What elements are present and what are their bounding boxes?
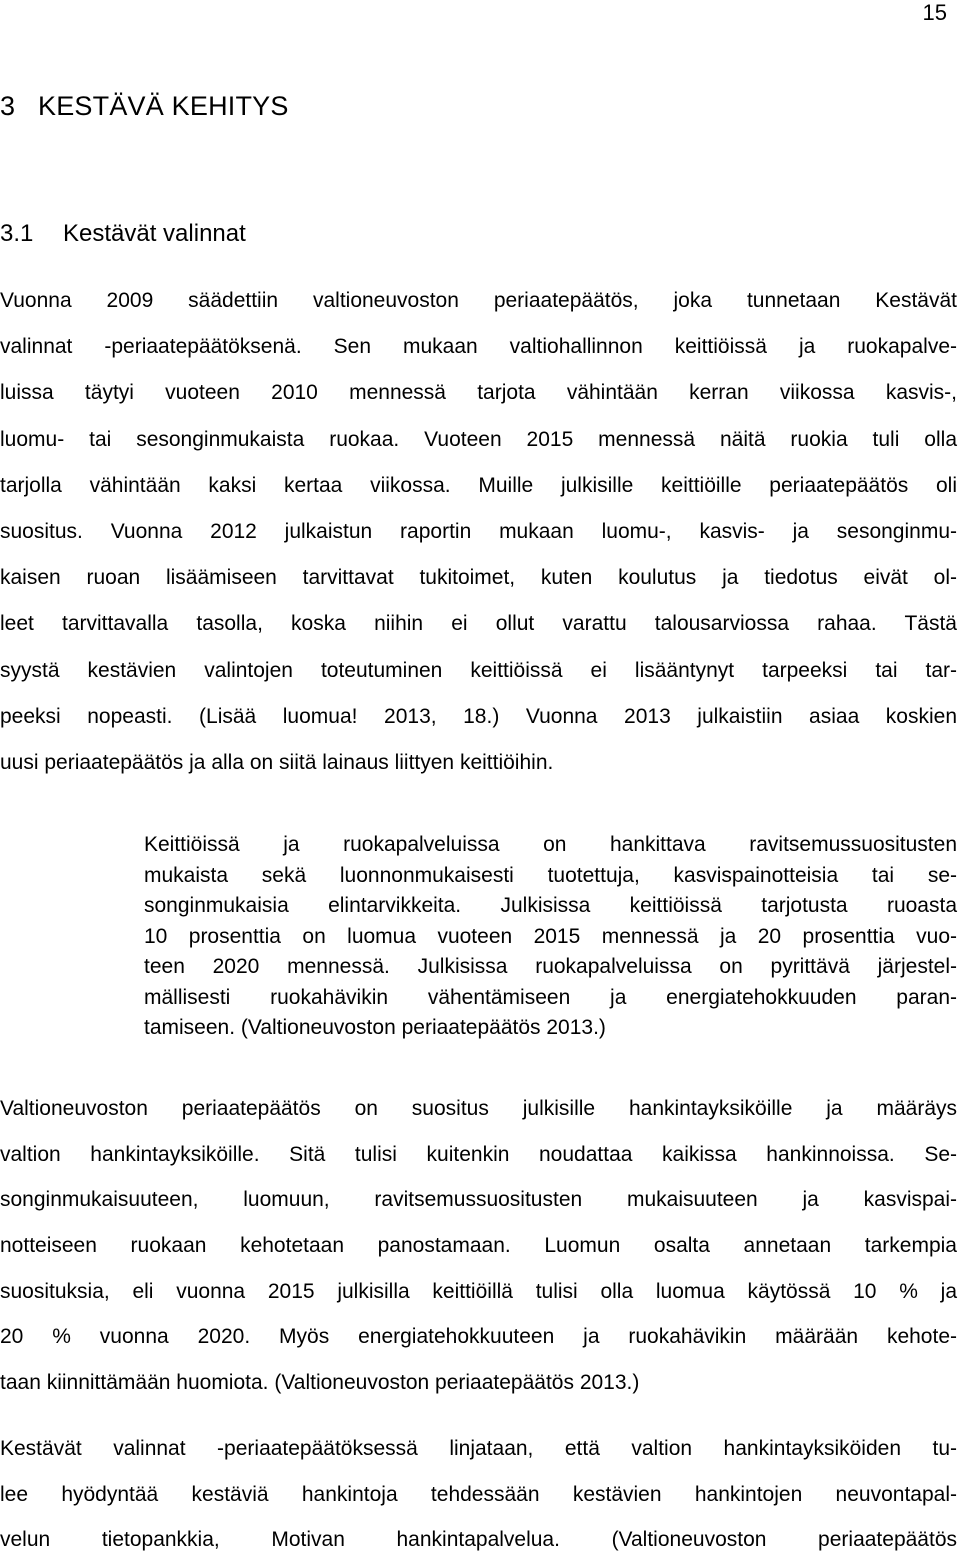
text-line: Valtioneuvoston periaatepäätös on suositus julkisille hankintayksiköille ja määräys xyxy=(0,1097,957,1120)
body-paragraph-recommendation xyxy=(0,1086,957,1406)
text-line: songinmukaisuuteen, luomuun, ravitsemussuositusten mukaisuuteen ja kasvispai- xyxy=(0,1188,957,1212)
page-number: 15 xyxy=(922,0,947,25)
chapter-title: KESTÄVÄ KEHITYS xyxy=(38,91,289,121)
quote-line: 10 prosenttia on luomua vuoteen 2015 mennessä ja 20 prosenttia vuo- xyxy=(144,924,957,948)
text-line: uusi periaatepäätös ja alla on siitä lainaus liittyen keittiöihin. xyxy=(0,750,554,774)
text-line: suosituksia, eli vuonna 2015 julkisilla keittiöillä tulisi olla luomua käytössä 10 % ja xyxy=(0,1279,957,1303)
text-line: taan kiinnittämään huomiota. (Valtioneuvoston periaatepäätös 2013.) xyxy=(0,1371,640,1395)
chapter-number: 3 xyxy=(0,91,16,121)
text-line: valinnat -periaatepäätöksenä. Sen mukaan valtiohallinnon keittiöissä ja ruokapalve- xyxy=(0,335,957,359)
text-line: kaisen ruoan lisäämiseen tarvittavat tukitoimet, kuten koulutus ja tiedotus eivät ol- xyxy=(0,566,957,590)
quote-line: tamiseen. (Valtioneuvoston periaatepäätös 2013.) xyxy=(144,1016,606,1039)
quote-line: mukaista sekä luonnonmukaisesti tuotettuja, kasvispainotteisia tai se- xyxy=(144,863,957,887)
block-quote xyxy=(144,830,957,1044)
body-paragraph-procurement xyxy=(0,1426,957,1563)
text-line: leet tarvittavalla tasolla, koska niihin ei ollut varattu talousarviossa rahaa. Tästä xyxy=(0,612,957,636)
quote-line: mällisesti ruokahävikin vähentämiseen ja energiatehokkuuden paran- xyxy=(144,985,957,1009)
quote-line: songinmukaisia elintarvikkeita. Julkisissa keittiöissä tarjotusta ruoasta xyxy=(144,894,957,917)
text-line: luissa täytyi vuoteen 2010 mennessä tarjota vähintään kerran viikossa kasvis-, xyxy=(0,381,957,405)
text-line: notteiseen ruokaan kehotetaan panostamaan. Luomun osalta annetaan tarkempia xyxy=(0,1234,957,1258)
text-line: luomu- tai sesonginmukaista ruokaa. Vuoteen 2015 mennessä näitä ruokia tuli olla xyxy=(0,427,957,451)
text-line: peeksi nopeasti. (Lisää luomua! 2013, 18.) Vuonna 2013 julkaistiin asiaa koskien xyxy=(0,704,957,728)
body-paragraph-intro xyxy=(0,278,957,786)
text-line: suositus. Vuonna 2012 julkaistun raportin mukaan luomu-, kasvis- ja sesonginmu- xyxy=(0,519,957,543)
section-heading xyxy=(0,218,246,250)
section-title: Kestävät valinnat xyxy=(63,220,246,247)
text-line: lee hyödyntää kestäviä hankintoja tehdessään kestävien hankintojen neuvontapal- xyxy=(0,1482,957,1506)
text-line: 20 % vuonna 2020. Myös energiatehokkuuteen ja ruokahävikin määrään kehote- xyxy=(0,1325,957,1349)
quote-line: teen 2020 mennessä. Julkisissa ruokapalveluissa on pyrittävä järjestel- xyxy=(144,955,957,978)
text-line: syystä kestävien valintojen toteutuminen keittiöissä ei lisääntynyt tarpeeksi tai tar- xyxy=(0,658,957,682)
text-line: Kestävät valinnat -periaatepäätöksessä linjataan, että valtion hankintayksiköiden tu- xyxy=(0,1437,957,1460)
chapter-heading xyxy=(0,89,289,123)
section-number: 3.1 xyxy=(0,220,34,247)
text-line: valtion hankintayksiköille. Sitä tulisi kuitenkin noudattaa kaikissa hankinnoissa. Se- xyxy=(0,1142,957,1166)
quote-line: Keittiöissä ja ruokapalveluissa on hankittava ravitsemussuositusten xyxy=(144,833,957,856)
text-line: Vuonna 2009 säädettiin valtioneuvoston periaatepäätös, joka tunnetaan Kestävät xyxy=(0,289,957,312)
text-line: velun tietopankkia, Motivan hankintapalvelua. (Valtioneuvoston periaatepäätös xyxy=(0,1528,957,1552)
text-line: tarjolla vähintään kaksi kertaa viikossa. Muille julkisille keittiöille periaatepäätös oli xyxy=(0,473,957,497)
